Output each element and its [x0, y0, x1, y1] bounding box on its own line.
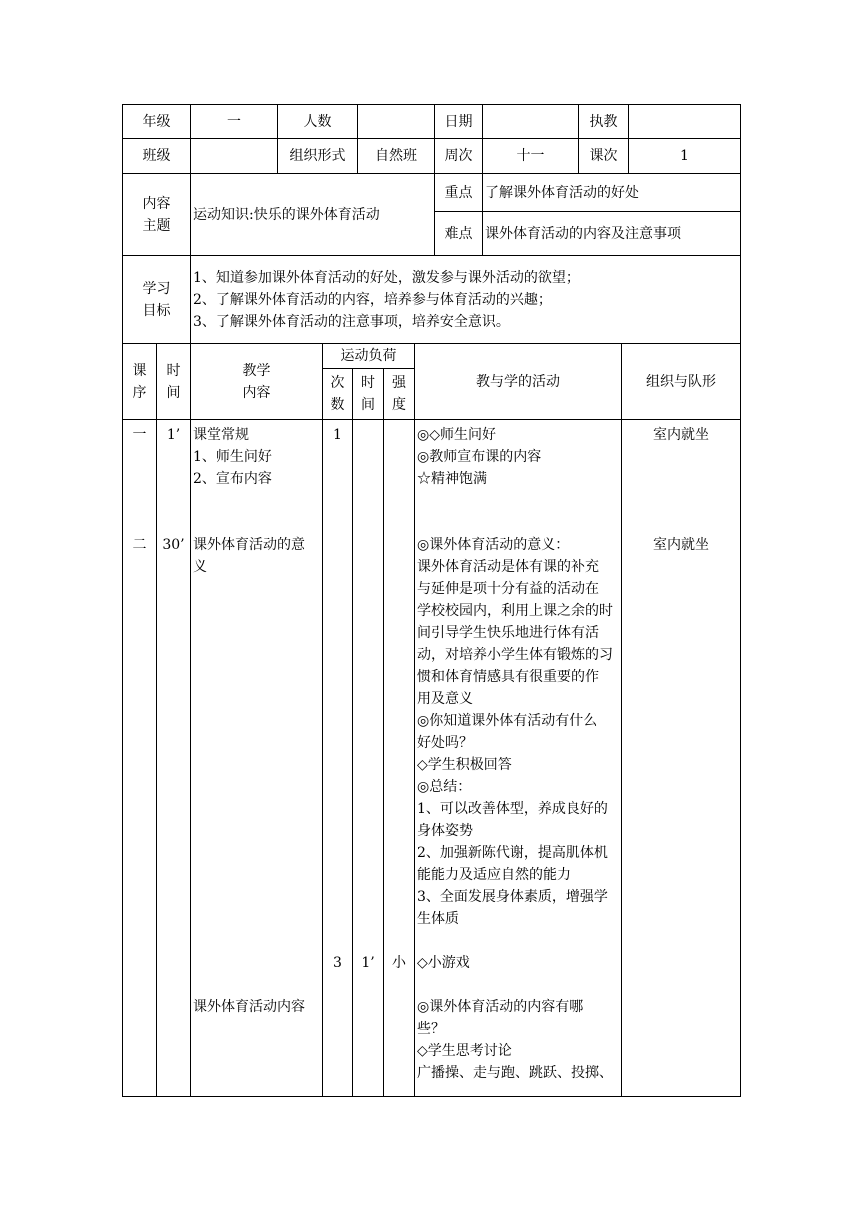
seq-cell: [123, 420, 157, 1097]
count-label: 人数: [278, 105, 358, 139]
grade-value: 一: [191, 105, 278, 139]
col-organization: 组织与队形: [622, 344, 741, 420]
col-content-line2: 内容: [242, 384, 271, 401]
activity-line: ◎课外体育活动的内容有哪: [417, 999, 584, 1015]
teacher-value: [629, 105, 741, 139]
col-activities: 教与学的活动: [415, 344, 622, 420]
duration-cell: [353, 420, 384, 1097]
activity-line: 3、全面发展身体素质，增强学: [417, 889, 608, 905]
class-label: 班级: [123, 139, 191, 174]
goal-item: 1、知道参加课外体育活动的好处，激发参与课外活动的欲望；: [193, 269, 580, 286]
time-b: 30’: [162, 537, 185, 553]
activity-line: 用及意义: [417, 691, 474, 707]
org-b: 室内就坐: [653, 537, 710, 553]
activity-line: 与延伸是项十分有益的活动在: [417, 581, 600, 597]
activity-line: 间引导学生快乐地进行体有活: [417, 625, 600, 641]
time-cell: [157, 420, 191, 1097]
week-label: 周次: [435, 139, 483, 174]
duration-b: 1’: [361, 955, 375, 971]
intensity-b: 小: [392, 955, 406, 971]
reps-cell: [323, 420, 353, 1097]
goal-item: 2、了解课外体育活动的内容，培养参与体育活动的兴趣；: [193, 291, 552, 308]
activity-line: 1、可以改善体型，养成良好的: [417, 801, 608, 817]
col-intensity: [384, 369, 415, 420]
activity-line: 惯和体育情感具有很重要的作: [417, 669, 600, 685]
activity-line: 学校校园内，利用上课之余的时: [417, 603, 614, 619]
content-a-line: 课堂常规: [193, 427, 249, 443]
content-c: 课外体育活动内容: [193, 999, 305, 1015]
col-seq-line1: 课: [132, 362, 147, 379]
activity-line: ◎◇师生问好: [417, 427, 496, 443]
goals-label-line2: 目标: [142, 302, 171, 319]
key-point-value: 了解课外体育活动的好处: [483, 174, 741, 212]
activity-line: ◇小游戏: [417, 955, 470, 971]
content-a-line: 2、宣布内容: [193, 471, 272, 487]
intensity-cell: [384, 420, 415, 1097]
activity-line: ◎课外体育活动的意义：: [417, 537, 570, 553]
teaching-process-table: [122, 343, 741, 1097]
date-label: 日期: [435, 105, 483, 139]
col-reps-line1: 次: [330, 375, 345, 391]
lesson-info-table: [122, 104, 741, 344]
col-duration-line2: 间: [361, 397, 375, 413]
activity-line: 课外体育活动是体有课的补充: [417, 559, 600, 575]
count-value: [358, 105, 435, 139]
reps-b: 3: [333, 955, 342, 971]
seq-b: 二: [132, 537, 147, 553]
activity-line: 些？: [417, 1021, 446, 1037]
lesson-value: 1: [629, 139, 741, 174]
organization-cell: [622, 420, 741, 1097]
activity-line: ◎你知道课外体有活动有什么: [417, 713, 598, 729]
activity-line: ◎教师宣布课的内容: [417, 449, 542, 465]
activity-line: 能能力及适应自然的能力: [417, 867, 572, 883]
activity-line: ☆精神饱满: [417, 471, 488, 487]
class-value: [191, 139, 278, 174]
activity-line: 2、加强新陈代谢，提高肌体机: [417, 845, 608, 861]
col-time-line2: 间: [166, 384, 181, 401]
org-label: 组织形式: [278, 139, 358, 174]
difficulty-value: 课外体育活动的内容及注意事项: [483, 212, 741, 256]
col-time-line1: 时: [166, 362, 181, 379]
activity-line: 动，对培养小学生体有锻炼的习: [417, 647, 614, 663]
goals-list: [191, 256, 741, 344]
activity-line: ◇学生积极回答: [417, 757, 512, 773]
activity-line: 身体姿势: [417, 823, 474, 839]
col-content: [191, 344, 323, 420]
col-intensity-line1: 强: [392, 375, 406, 391]
reps-a: 1: [333, 427, 342, 443]
key-point-label: 重点: [435, 174, 483, 212]
org-a: 室内就坐: [653, 427, 710, 443]
time-a: 1’: [166, 427, 181, 443]
col-duration-line1: 时: [361, 375, 375, 391]
theme-value: 运动知识:快乐的课外体育活动: [191, 174, 435, 256]
org-value: 自然班: [358, 139, 435, 174]
col-duration: [353, 369, 384, 420]
content-b-line: 义: [193, 559, 207, 575]
activity-line: 广播操、走与跑、跳跃、投掷、: [417, 1065, 614, 1081]
activity-line: 生体质: [417, 911, 460, 927]
col-content-line1: 教学: [242, 362, 271, 379]
theme-label-line2: 主题: [142, 217, 171, 234]
activity-line: ◎总结：: [417, 779, 472, 795]
grade-label: 年级: [123, 105, 191, 139]
date-value: [483, 105, 579, 139]
activity-line: 好处吗？: [417, 735, 474, 751]
theme-label-line1: 内容: [142, 195, 171, 212]
col-seq: [123, 344, 157, 420]
goal-item: 3、了解课外体育活动的注意事项，培养安全意识。: [193, 313, 510, 330]
col-seq-line2: 序: [132, 384, 147, 401]
content-a-line: 1、师生问好: [193, 449, 272, 465]
activity-line: ◇学生思考讨论: [417, 1043, 512, 1059]
col-reps: [323, 369, 353, 420]
goals-label: [123, 256, 191, 344]
col-reps-line2: 数: [330, 397, 345, 413]
theme-label: [123, 174, 191, 256]
content-b-line: 课外体育活动的意: [193, 537, 305, 553]
lesson-label: 课次: [579, 139, 629, 174]
activities-cell: [415, 420, 622, 1097]
col-load: 运动负荷: [323, 344, 415, 369]
week-value: 十一: [483, 139, 579, 174]
col-intensity-line2: 度: [392, 397, 406, 413]
col-time: [157, 344, 191, 420]
content-cell: [191, 420, 323, 1097]
seq-a: 一: [132, 427, 147, 443]
goals-label-line1: 学习: [142, 280, 171, 297]
teacher-label: 执教: [579, 105, 629, 139]
difficulty-label: 难点: [435, 212, 483, 256]
